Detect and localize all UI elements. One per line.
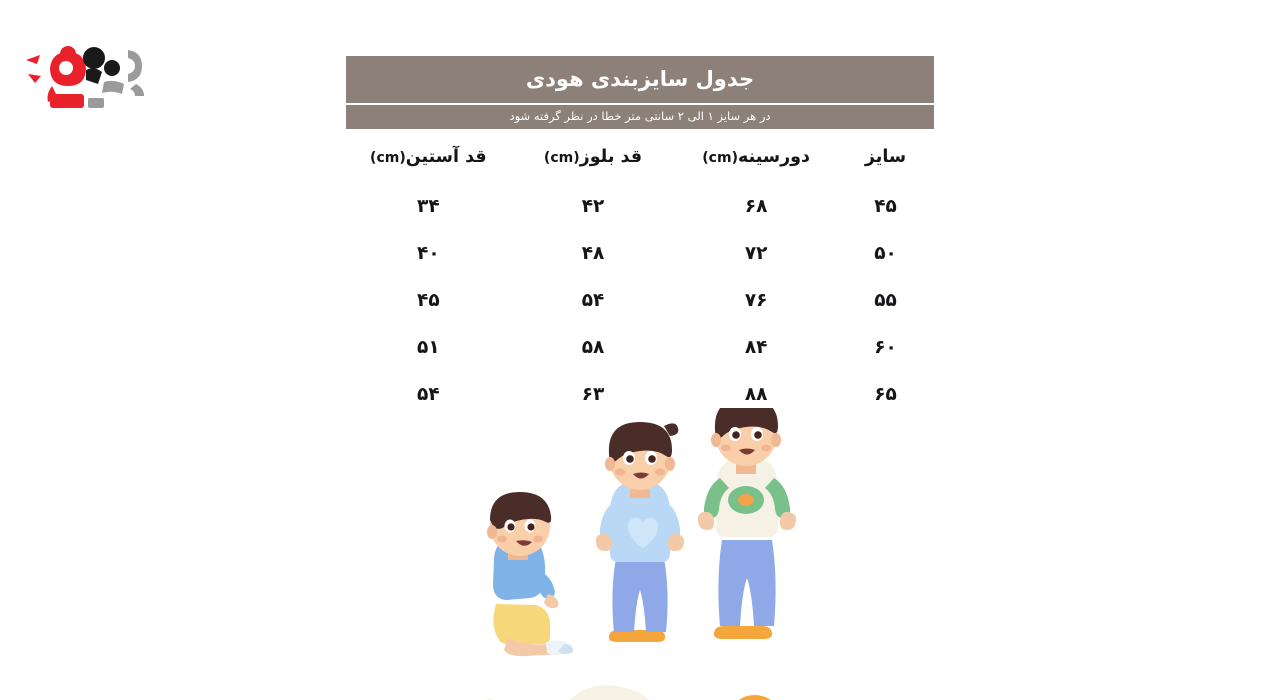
table-title-row [346,56,934,104]
cell-body-length: ۶۳ [511,371,676,418]
cell-sleeve-length: ۵۴ [346,371,511,418]
cell-chest: ۸۸ [675,371,837,418]
cell-sleeve-length: ۴۰ [346,230,511,277]
cell-sleeve-length: ۵۱ [346,324,511,371]
size-chart-table [346,56,934,418]
sitting-baby-figure [487,492,573,656]
table-note-row [346,104,934,129]
cell-body-length: ۵۴ [511,277,676,324]
cell-size: ۴۵ [837,183,934,230]
column-header-sleeve-length: قد آستین(cm) [346,129,511,183]
table-header-row [346,129,934,183]
brand-logo [8,24,148,114]
cell-body-length: ۵۸ [511,324,676,371]
table-row [346,324,934,371]
standing-boy-figure [698,408,796,639]
bottom-cropped-illustration [450,678,850,700]
column-header-body-length: قد بلوز(cm) [511,129,676,183]
cell-size: ۶۰ [837,324,934,371]
cell-sleeve-length: ۳۴ [346,183,511,230]
cell-chest: ۷۲ [675,230,837,277]
cell-size: ۶۵ [837,371,934,418]
table-row [346,277,934,324]
standing-toddler-figure [596,422,684,642]
three-children-illustration [450,408,850,700]
page-title: جدول سایزبندی هودی [346,56,934,104]
cell-body-length: ۴۸ [511,230,676,277]
size-chart-card [346,56,934,418]
cell-body-length: ۴۲ [511,183,676,230]
cell-sleeve-length: ۴۵ [346,277,511,324]
table-row [346,183,934,230]
cell-chest: ۸۴ [675,324,837,371]
column-header-size: سایز [837,129,934,183]
cell-chest: ۶۸ [675,183,837,230]
table-note: در هر سایز ۱ الی ۲ سانتی متر خطا در نظر گرفته شود [346,104,934,129]
cell-size: ۵۵ [837,277,934,324]
column-header-chest: دورسینه(cm) [675,129,837,183]
cell-size: ۵۰ [837,230,934,277]
cell-chest: ۷۶ [675,277,837,324]
logo-red-marks [26,46,120,108]
table-row [346,230,934,277]
